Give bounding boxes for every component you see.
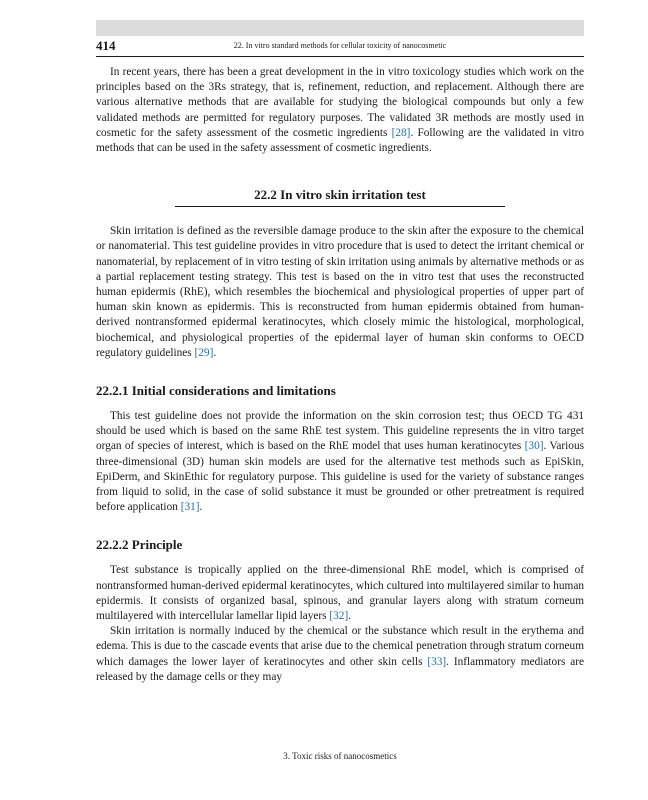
page-number: 414 — [96, 38, 116, 53]
subsection-heading-22-2-2: 22.2.2 Principle — [96, 537, 183, 553]
section-22-2-paragraph: Skin irritation is defined as the reversible damage produce to the skin after the exposure to the chemical or nanomaterial. This test guideline provides in vitro procedure that is used to detect the irritant chemical or nanomaterial, by replacement of in vitro testing of skin irritation using animals by alternative methods or as a partial replacement testing strategy. This test is based on the in vitro test that uses the reconstructed human epidermis (RhE), which resembles the biochemical and physiological properties of upper part of human skin known as epidermis. This is reconstructed from human epidermis obtained from human-derived nontransformed epidermal keratinocytes, which closely mimic the histological, morphological, biochemical, and physiological properties of the epidermal layer of human skin conforms to OECD regulatory guidelines [29]. — [96, 225, 584, 359]
page-content — [96, 65, 584, 685]
citation-link[interactable]: [29] — [194, 346, 214, 359]
citation-link[interactable]: [33] — [427, 655, 447, 668]
page-footer: 3. Toxic risks of nanocosmetics — [283, 751, 397, 761]
subsection-22-2-2-paragraph-1: Test substance is tropically applied on the three-dimensional RhE model, which is comprised of nontransformed human-derived epidermal keratinocytes, which cultured into multilayered similar to human epidermis. It consists of organized basal, spinous, and granular layers along with stratum corneum multilayered with intercellular lamellar lipid layers [32]. — [96, 564, 584, 623]
citation-link[interactable]: [28] — [391, 126, 411, 139]
running-head: 22. In vitro standard methods for cellular toxicity of nanocosmetic — [233, 41, 447, 50]
subsection-22-2-2-paragraph-2: Skin irritation is normally induced by the chemical or the substance which result in the erythema and edema. This is due to the cascade events that arise due to the chemical penetration through stratum corneum which damages the lower layer of keratinocytes and other skin cells [33]. Inflammatory mediators are released by the damage cells or they may — [96, 625, 584, 683]
citation-link[interactable]: [32] — [329, 610, 349, 623]
intro-paragraph: In recent years, there has been a great development in the in vitro toxicology studies which work on the principles based on the 3Rs strategy, that is, refinement, reduction, and replacement. Although there are various alternative methods that are available for studying the biological compounds but only a few validated methods are permitted for regulatory purposes. The validated 3R methods are mostly used in cosmetic for the safety assessment of the cosmetic ingredients [28]. Following are the validated in vitro methods that can be used in the safety assessment of cosmetic ingredients. — [96, 66, 584, 155]
citation-link[interactable]: [31] — [180, 501, 200, 514]
header-band — [96, 20, 584, 36]
section-heading-22-2: 22.2 In vitro skin irritation test — [175, 187, 505, 207]
citation-link[interactable]: [30] — [524, 440, 544, 453]
subsection-heading-22-2-1: 22.2.1 Initial considerations and limitations — [96, 383, 336, 399]
subsection-22-2-1-paragraph: This test guideline does not provide the information on the skin corrosion test; thus OECD TG 431 should be used which is based on the same RhE test system. This guideline represents the in vitro target organ of species of interest, which is based on the RhE model that uses human keratinocytes [30]. Various three-dimensional (3D) human skin models are used for the alternative test methods such as EpiSkin, EpiDerm, and SkinEthic for regulatory purpose. This guideline is used for the variety of substance ranges from liquid to solid, in the case of solid substance it must be grounded or other pretreatment is required before application [31]. — [96, 410, 584, 514]
page-header — [96, 38, 584, 57]
